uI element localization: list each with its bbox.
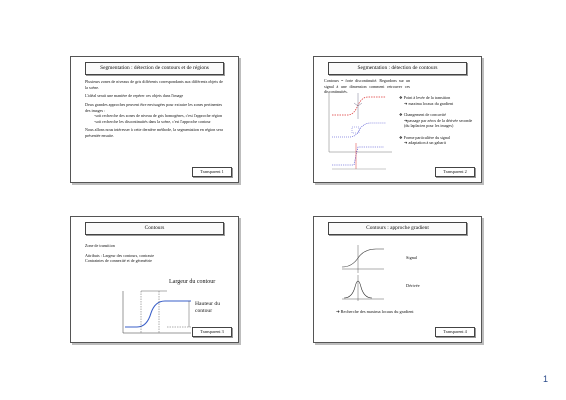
diamond-icon: ❖ (399, 112, 403, 118)
line: Attributs : Largeur des contours, contraste (85, 252, 155, 258)
label-signal: Signal (406, 255, 417, 260)
paragraph: Plusieurs zones de niveaux de gris différents correspondants aux différents objets de la scène. (85, 79, 223, 90)
diamond-icon: ❖ (399, 134, 403, 140)
page-number: 1 (542, 374, 548, 384)
slide-title: Segmentation : détection de contours et de régions (85, 62, 224, 75)
slide-footer: Transparent 4 (435, 327, 475, 337)
slide-4 (313, 216, 482, 343)
bullet-item (399, 95, 475, 106)
gradient-diagram (314, 217, 483, 344)
bullet-sub: ➔ adaptation à un gabarit (404, 140, 446, 146)
paragraph: Nous allons nous intéresser à cette dernière méthode, la segmentation en région sera présentée ensuite. (85, 127, 223, 139)
line: Zone de transition (85, 243, 115, 248)
label-height: Hauteur du contour (195, 301, 221, 314)
bullet-list (399, 95, 475, 152)
paragraph: Deux grandes approches peuvent être envisagées pour extraire les zones pertinentes des images : (85, 101, 223, 113)
label-width: Largeur du contour (169, 279, 216, 285)
bullet-text: Point à levée de la transition (403, 95, 451, 100)
gradient-note: ➔ Recherche des maxima locaux du gradient (336, 309, 414, 314)
slide-body (85, 79, 224, 142)
slide-1 (70, 56, 239, 183)
bullet-sub: ➔passage par zéros de la dérivée seconde (du laplacien pour les images) (404, 117, 473, 129)
slide-footer: Transparent 1 (192, 167, 232, 177)
label-derivative: Dérivée (406, 283, 420, 288)
line: Contraintes de connexité et de géométrie (85, 258, 152, 264)
paragraph: L'idéal serait une manière de repérer ces objets dans l'image (85, 93, 184, 99)
slide-title: Contours : approche gradient (328, 222, 467, 235)
paragraph-indented: -soit recherche les discontinuités dans la scène, c'est l'approche contour (94, 118, 211, 124)
diamond-icon: ❖ (399, 95, 403, 100)
bullet-sub: ➔ maxima locaux du gradient (404, 100, 454, 106)
slide-title: Segmentation : détection de contours (328, 62, 467, 75)
slide-footer: Transparent 3 (192, 327, 232, 337)
bullet-text: Forme particulière du signal (403, 134, 450, 140)
slide-intro: Contours = forte discontinuité. Regardons sur un signal à une dimension comment retrouver ces discontinuités. (324, 78, 410, 95)
slide-3 (70, 216, 239, 343)
bullet-item (399, 112, 475, 129)
slide-footer: Transparent 2 (435, 167, 475, 177)
slide-2 (313, 56, 482, 183)
paragraph-indented: -soit recherche des zones de niveau de gris homogènes, c'est l'approche région (94, 113, 223, 119)
bullet-item (399, 135, 475, 146)
bullet-text: Changement de concavité (403, 112, 446, 118)
slide-title: Contours (85, 222, 224, 235)
